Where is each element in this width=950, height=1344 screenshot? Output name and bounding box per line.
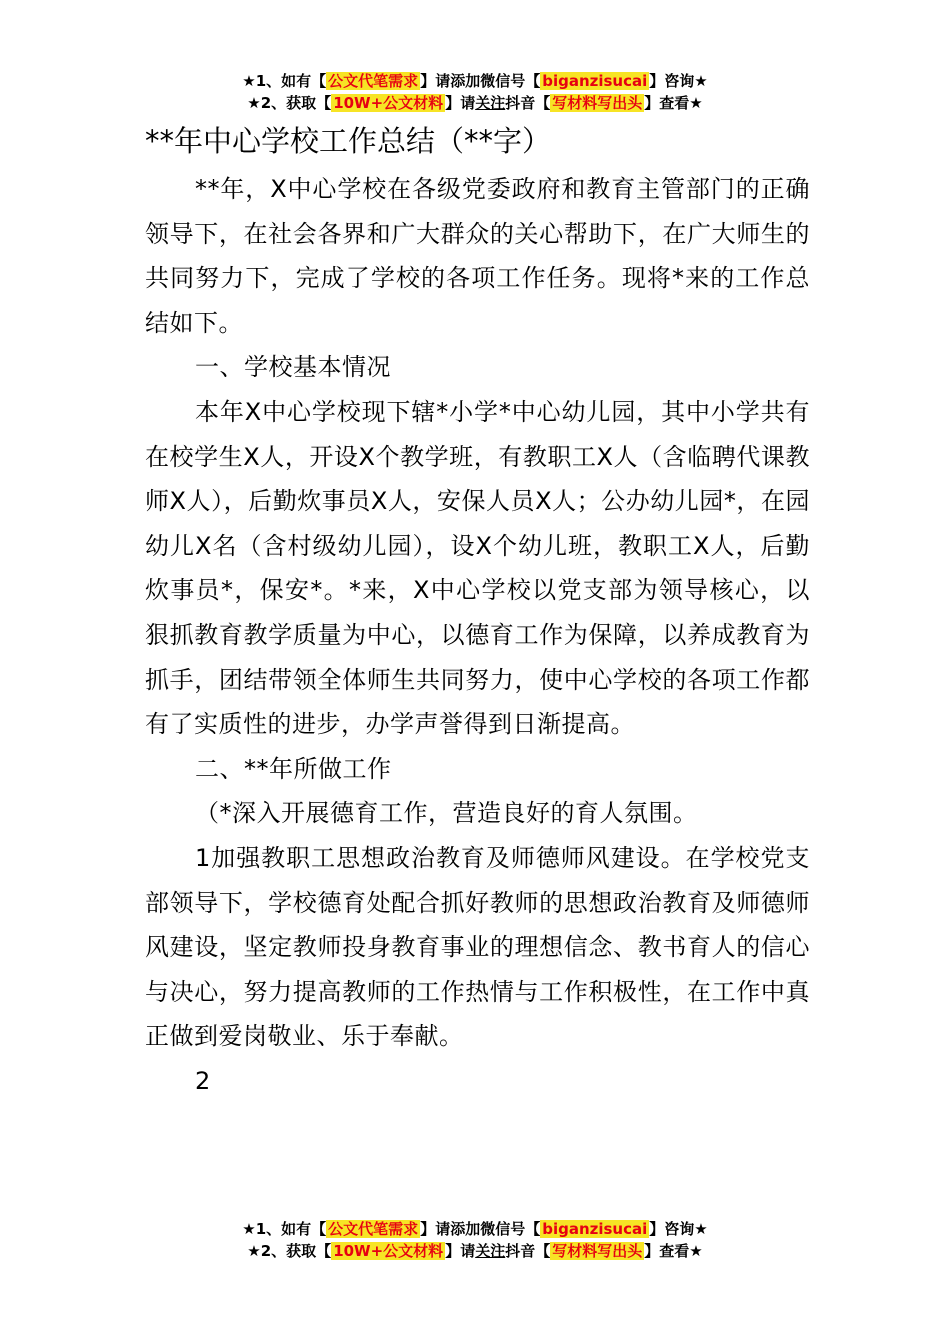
banner-highlight: 公文代笔需求 — [328, 72, 419, 90]
banner-text: ★1、如有【 — [242, 1220, 327, 1238]
banner-text: 】请添加微信号【 — [420, 1220, 541, 1238]
banner-highlight: 写材料写出头 — [552, 94, 643, 112]
banner-text: 】请 — [445, 1242, 476, 1260]
banner-text: 】请添加微信号【 — [420, 72, 541, 90]
banner-text: 】请 — [445, 94, 476, 112]
banner-highlight: 公文代笔需求 — [328, 1220, 419, 1238]
section-heading: 一、学校基本情况 — [195, 353, 391, 382]
intro-paragraph: **年，X中心学校在各级党委政府和教育主管部门的正确领导下，在社会各界和广大群众的关心帮助下，在广大师生的共同努力下，完成了学校的各项工作任务。现将*来的工作总结如下。 — [145, 175, 810, 337]
banner-text: ★1、如有【 — [242, 72, 327, 90]
banner-text: ★2、获取【 — [247, 94, 332, 112]
banner-underline: 关注 — [475, 94, 506, 112]
top-banner — [0, 70, 950, 114]
banner-text: 抖音【 — [505, 1242, 551, 1260]
body-paragraph: 本年X中心学校现下辖*小学*中心幼儿园，其中小学共有在校学生X人，开设X个教学班，有教职工X人（含临聘代课教师X人），后勤炊事员X人，安保人员X人；公办幼儿园*，在园幼儿X名（含村级幼儿园），设X个幼儿班，教职工X人，后勤炊事员*，保安*。*来，X中心学校以党支部为领导核心，以狠抓教育教学质量为中心，以德育工作为保障，以养成教育为抓手，团结带领全体师生共同努力，使中心学校的各项工作都有了实质性的进步，办学声誉得到日渐提高。 — [145, 397, 810, 739]
section-heading: 二、**年所做工作 — [195, 754, 392, 783]
banner-text: 】咨询★ — [649, 1220, 708, 1238]
banner-text: 抖音【 — [505, 94, 551, 112]
subsection-heading: （*深入开展德育工作，营造良好的育人氛围。 — [195, 799, 698, 828]
banner-line-1 — [0, 70, 950, 92]
banner-text: 】查看★ — [644, 1242, 703, 1260]
banner-line-1 — [0, 1218, 950, 1240]
banner-text: 】咨询★ — [649, 72, 708, 90]
banner-highlight: 10W+公文材料 — [333, 94, 444, 112]
page-number: 2 — [195, 1066, 211, 1095]
banner-text: 】查看★ — [644, 94, 703, 112]
banner-highlight: 10W+公文材料 — [333, 1242, 444, 1260]
banner-highlight: 写材料写出头 — [552, 1242, 643, 1260]
banner-line-2 — [0, 92, 950, 114]
document-title: **年中心学校工作总结（**字） — [145, 124, 552, 158]
banner-highlight: biganzisucai — [542, 1220, 648, 1238]
bottom-banner — [0, 1218, 950, 1262]
banner-line-2 — [0, 1240, 950, 1262]
document-body — [145, 117, 810, 1103]
banner-text: ★2、获取【 — [247, 1242, 332, 1260]
banner-highlight: biganzisucai — [542, 72, 648, 90]
body-paragraph: 1加强教职工思想政治教育及师德师风建设。在学校党支部领导下，学校德育处配合抓好教师的思想政治教育及师德师风建设，坚定教师投身教育事业的理想信念、教书育人的信心与决心，努力提高教师的工作热情与工作积极性，在工作中真正做到爱岗敬业、乐于奉献。 — [145, 843, 810, 1051]
banner-underline: 关注 — [475, 1242, 506, 1260]
